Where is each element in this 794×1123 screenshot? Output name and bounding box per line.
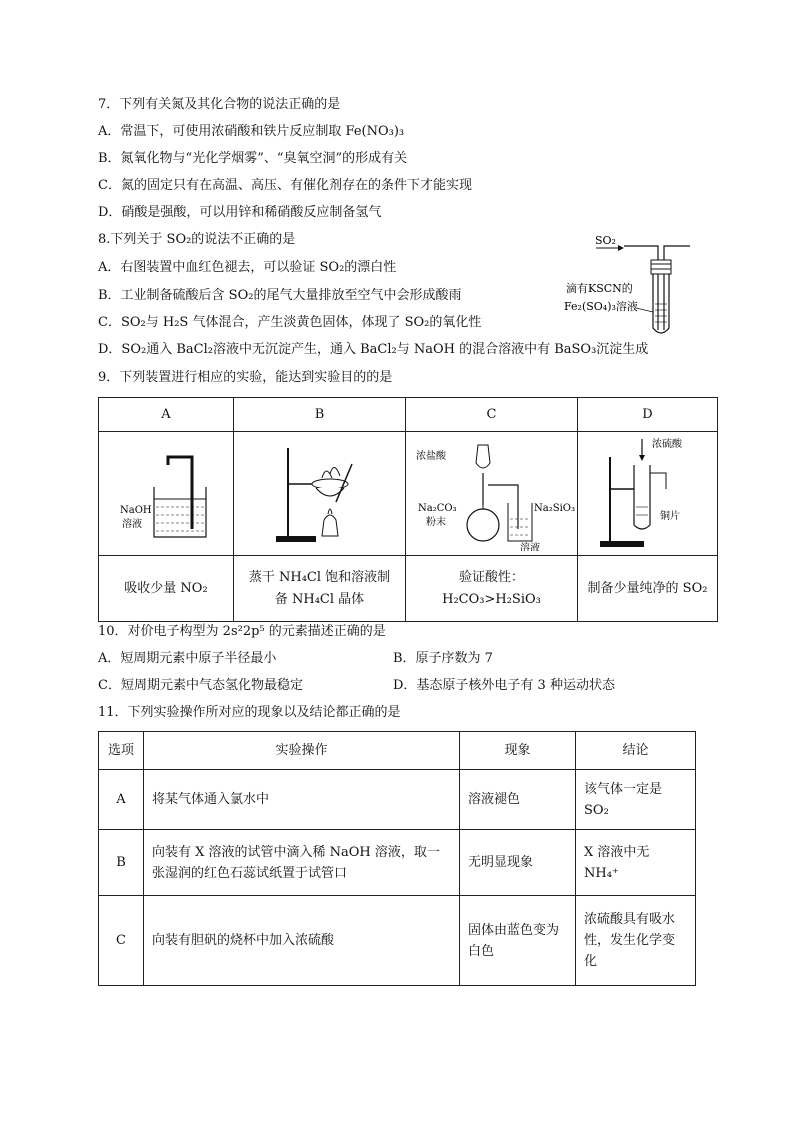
q11-row-a-conclusion-line1: 该气体一定是	[584, 781, 663, 797]
q9-caption-c-cell	[406, 556, 578, 622]
q11-row-a-option: A	[99, 770, 144, 830]
q9-stem: 9．下列装置进行相应的实验，能达到实验目的的是	[98, 370, 393, 385]
q9-figure-a-cell	[99, 432, 234, 556]
q8-fig-label-line2: Fe₂(SO₄)₃溶液	[564, 300, 638, 313]
q11-row-b-conclusion: X 溶液中无 NH₄⁺	[576, 830, 696, 896]
q9-figure-b	[240, 434, 400, 549]
q11-row-a-conclusion-line2: SO₂	[584, 802, 609, 818]
table-row	[99, 770, 696, 830]
q8-stem: 8.下列关于 SO₂的说法不正确的是	[98, 232, 296, 247]
table-row	[99, 896, 696, 986]
q9-fig-d-copper: 铜片	[659, 510, 680, 522]
q9-caption-b-cell	[234, 556, 406, 622]
q11-row-b-operation-line1: 向装有 X 溶液的试管中滴入稀 NaOH 溶液，取一	[152, 844, 440, 860]
q7-option-c: C．氮的固定只有在高温、高压、有催化剂存在的条件下才能实现	[98, 178, 472, 193]
q9-fig-d-acid: 浓硫酸	[651, 438, 682, 450]
q9-figure-c	[408, 433, 576, 551]
q11-table	[98, 731, 696, 986]
q9-fig-c-acid: 浓盐酸	[415, 450, 446, 462]
q11-row-c-operation: 向装有胆矾的烧杯中加入浓硫酸	[144, 896, 460, 986]
q9-caption-c-line1: 验证酸性：	[458, 569, 524, 585]
q9-fig-c-silicate2: 溶液	[519, 542, 540, 551]
q11-row-c-option: C	[99, 896, 144, 986]
q11-row-b-option: B	[99, 830, 144, 896]
q11-row-c-conclusion	[576, 896, 696, 986]
q9-apparatus-table	[98, 397, 718, 622]
q8-apparatus-figure	[560, 228, 700, 340]
q11-row-a-operation: 将某气体通入氯水中	[144, 770, 460, 830]
q11-row-c-phenomenon-line2: 白色	[468, 943, 495, 959]
q9-fig-c-silicate: Na₂SiO₃	[533, 502, 575, 514]
q9-caption-a: 吸收少量 NO₂	[99, 556, 234, 622]
q7-stem: 7．下列有关氮及其化合物的说法正确的是	[98, 97, 341, 112]
q9-header-b: B	[234, 398, 406, 432]
q9-figure-a	[106, 437, 226, 547]
q11-header-option: 选项	[99, 732, 144, 770]
q11-row-b-operation-line2: 张湿润的红色石蕊试纸置于试管口	[152, 865, 348, 881]
q8-fig-label-line1: 滴有KSCN的	[566, 282, 633, 295]
q11-row-a-phenomenon: 溶液褪色	[460, 770, 576, 830]
q9-fig-a-label2: 溶液	[122, 518, 142, 530]
q9-fig-c-salt2: 粉末	[425, 516, 446, 528]
q11-header-phenomenon: 现象	[460, 732, 576, 770]
q9-fig-c-salt: Na₂CO₃	[417, 502, 457, 514]
q9-header-c: C	[406, 398, 578, 432]
q8-option-c: C．SO₂与 H₂S 气体混合，产生淡黄色固体，体现了 SO₂的氧化性	[98, 315, 482, 330]
q9-caption-c-line2: H₂CO₃>H₂SiO₃	[442, 591, 541, 607]
q8-option-d: D．SO₂通入 BaCl₂溶液中无沉淀产生，通入 BaCl₂与 NaOH 的混合溶液中有 BaSO₃沉淀生成	[98, 342, 649, 357]
q11-row-c-conclusion-line1: 浓硫酸具有吸水	[584, 912, 676, 927]
q11-row-b-operation	[144, 830, 460, 896]
q9-figure-b-cell	[234, 432, 406, 556]
q11-row-c-phenomenon	[460, 896, 576, 986]
q7-option-b: B．氮氧化物与“光化学烟雾”、“臭氧空洞”的形成有关	[98, 151, 408, 166]
q10-option-a: A．短周期元素中原子半径最小	[98, 651, 277, 666]
q8-option-b: B．工业制备硫酸后含 SO₂的尾气大量排放至空气中会形成酸雨	[98, 288, 462, 303]
q10-option-b: B．原子序数为 7	[393, 651, 493, 666]
q9-header-d: D	[578, 398, 718, 432]
q8-option-a: A．右图装置中血红色褪去，可以验证 SO₂的漂白性	[98, 260, 397, 275]
q10-stem: 10．对价电子构型为 2s²2p⁵ 的元素描述正确的是	[98, 624, 386, 639]
q7-option-a: A．常温下，可使用浓硝酸和铁片反应制取 Fe(NO₃)₃	[98, 124, 405, 139]
q9-header-a: A	[99, 398, 234, 432]
q8-fig-so2-label: SO₂	[595, 234, 616, 247]
q9-figure-d	[580, 433, 716, 551]
q11-row-c-conclusion-line2: 性，发生化学变	[584, 933, 676, 948]
q7-option-d: D．硝酸是强酸，可以用锌和稀硝酸反应制备氢气	[98, 205, 382, 220]
q11-row-b-phenomenon: 无明显现象	[460, 830, 576, 896]
q11-header-operation: 实验操作	[144, 732, 460, 770]
q11-row-c-phenomenon-line1: 固体由蓝色变为	[468, 922, 560, 938]
q9-caption-b-line1: 蒸干 NH₄Cl 饱和溶液制	[248, 569, 391, 585]
q9-caption-d: 制备少量纯净的 SO₂	[578, 556, 718, 622]
q9-figure-c-cell	[406, 432, 578, 556]
q9-fig-a-label1: NaOH	[120, 504, 152, 516]
q9-figure-d-cell	[578, 432, 718, 556]
q11-stem: 11．下列实验操作所对应的现象以及结论都正确的是	[98, 705, 401, 720]
table-row	[99, 830, 696, 896]
q10-option-d: D．基态原子核外电子有 3 种运动状态	[393, 678, 615, 693]
q11-row-c-conclusion-line3: 化	[584, 954, 598, 969]
q11-header-conclusion: 结论	[576, 732, 696, 770]
q9-caption-b-line2: 备 NH₄Cl 晶体	[274, 591, 365, 607]
q10-option-c: C．短周期元素中气态氢化物最稳定	[98, 678, 303, 693]
q11-row-a-conclusion	[576, 770, 696, 830]
